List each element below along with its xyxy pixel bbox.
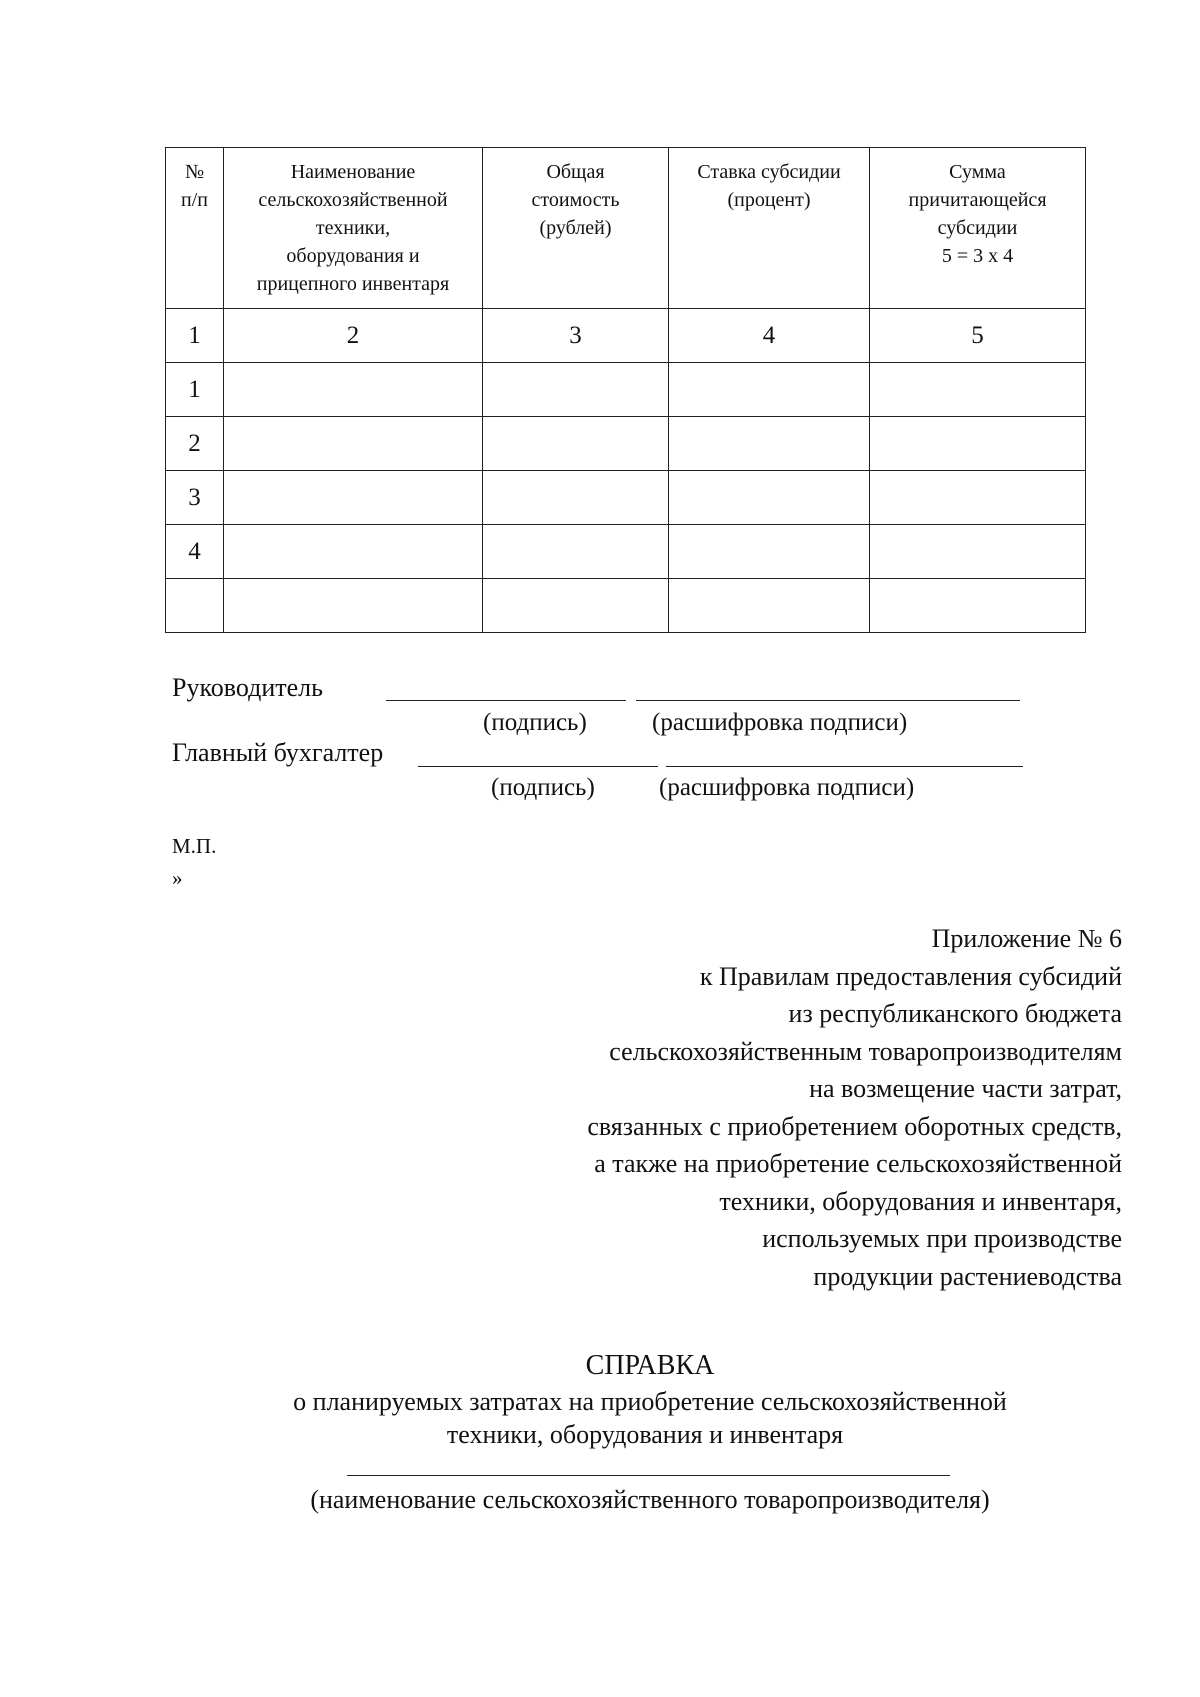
table-cell	[224, 525, 483, 579]
table-cell	[224, 363, 483, 417]
column-number-cell: 4	[669, 309, 870, 363]
annex-line: Приложение № 6	[931, 924, 1122, 953]
certificate-subtitle-line1: о планируемых затратах на приобретение сельскохозяйственной	[293, 1387, 1007, 1416]
annex-line: техники, оборудования и инвентаря,	[719, 1186, 1122, 1216]
table-cell	[669, 417, 870, 471]
accountant-decoding-caption: (расшифровка подписи)	[659, 774, 915, 801]
column-number-cell: 3	[483, 309, 669, 363]
header-cell-number: № п/п	[166, 148, 224, 309]
subsidy-table	[165, 147, 1086, 633]
annex-line: сельскохозяйственным товаропроизводителям	[609, 1036, 1122, 1066]
annex-line: продукции растениеводства	[813, 1261, 1122, 1291]
annex-line: из республиканского бюджета	[788, 999, 1122, 1028]
table-row	[166, 363, 1086, 417]
annex-header	[587, 920, 1122, 1295]
table-cell	[224, 579, 483, 633]
table-row	[166, 417, 1086, 471]
table-cell	[870, 417, 1086, 471]
certificate-title: СПРАВКА	[585, 1350, 715, 1381]
table-cell: 3	[166, 471, 224, 525]
column-number-cell: 5	[870, 309, 1086, 363]
column-number-row	[166, 309, 1086, 363]
header-cell-subsidy-amount: Сумма причитающейся субсидии 5 = 3 х 4	[870, 148, 1086, 309]
header-cell-subsidy-rate: Ставка субсидии (процент)	[669, 148, 870, 309]
producer-name-line	[347, 1475, 950, 1476]
table-cell: 1	[166, 363, 224, 417]
producer-name-caption: (наименование сельскохозяйственного товаропроизводителя)	[310, 1485, 990, 1514]
accountant-signature-line	[418, 766, 658, 767]
table-cell	[669, 579, 870, 633]
head-decoding-caption: (расшифровка подписи)	[652, 709, 908, 736]
column-number-cell: 2	[224, 309, 483, 363]
annex-line: к Правилам предоставления субсидий	[699, 961, 1122, 991]
seal-mark: М.П.	[172, 834, 217, 858]
table-cell: 2	[166, 417, 224, 471]
header-cell-name: Наименование сельскохозяйственной техники, оборудования и прицепного инвентаря	[224, 148, 483, 309]
table-cell	[224, 417, 483, 471]
header-cell-total-cost: Общая стоимость (рублей)	[483, 148, 669, 309]
table-row	[166, 579, 1086, 633]
annex-line: а также на приобретение сельскохозяйственной	[594, 1149, 1122, 1178]
annex-line: на возмещение части затрат,	[809, 1074, 1122, 1103]
annex-line: связанных с приобретением оборотных средств,	[587, 1111, 1122, 1141]
accountant-signature-caption: (подпись)	[491, 774, 595, 801]
annex-line: используемых при производстве	[762, 1224, 1122, 1253]
table-cell	[483, 417, 669, 471]
accountant-decoding-line	[666, 766, 1023, 767]
table-header-row	[166, 148, 1086, 309]
table-cell	[870, 525, 1086, 579]
table-cell	[870, 471, 1086, 525]
table-cell	[224, 471, 483, 525]
table-cell	[870, 579, 1086, 633]
table-row	[166, 471, 1086, 525]
table-cell	[483, 579, 669, 633]
table-cell	[483, 525, 669, 579]
certificate-subtitle-line2: техники, оборудования и инвентаря	[446, 1420, 844, 1449]
table-cell	[669, 363, 870, 417]
column-number-cell: 1	[166, 309, 224, 363]
table-row	[166, 525, 1086, 579]
table-cell: 4	[166, 525, 224, 579]
table-cell	[483, 363, 669, 417]
head-signature-line	[386, 700, 626, 701]
table-cell	[669, 525, 870, 579]
table-cell	[166, 579, 224, 633]
head-signature-caption: (подпись)	[483, 709, 587, 736]
table-cell	[483, 471, 669, 525]
table-cell	[669, 471, 870, 525]
table-cell	[870, 363, 1086, 417]
head-label: Руководитель	[172, 673, 323, 702]
accountant-label: Главный бухгалтер	[172, 738, 384, 767]
closing-quote: »	[172, 866, 183, 890]
head-decoding-line	[636, 700, 1020, 701]
